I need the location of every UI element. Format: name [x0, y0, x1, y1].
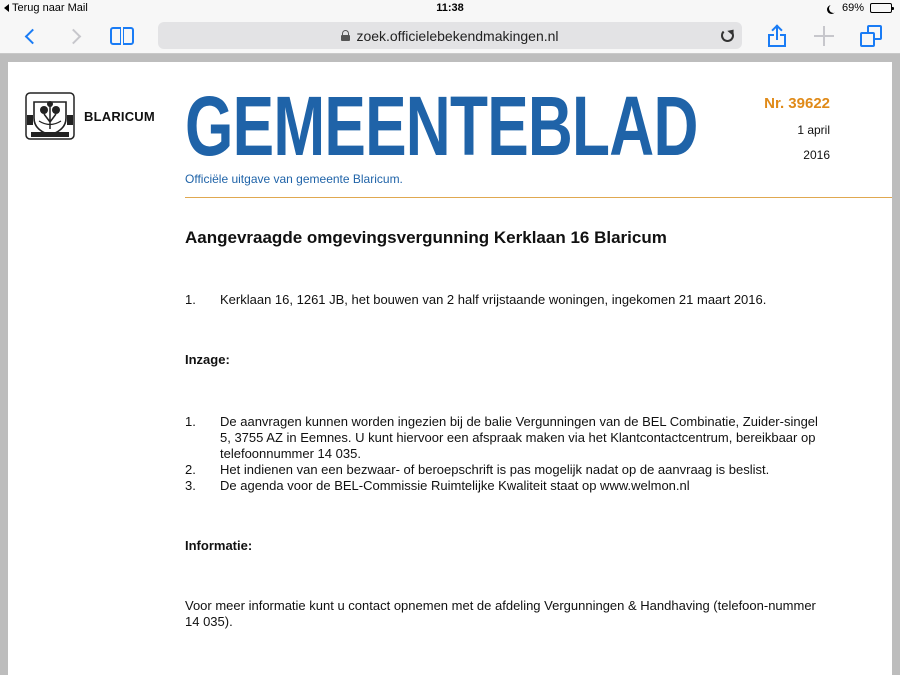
share-icon	[768, 25, 786, 47]
publication-number: Nr. 39622	[764, 95, 830, 112]
inzage-heading: Inzage:	[185, 352, 230, 367]
lock-icon	[341, 30, 350, 41]
masthead-subtitle: Officiële uitgave van gemeente Blaricum.	[185, 172, 403, 186]
new-tab-button[interactable]	[810, 22, 838, 50]
back-button[interactable]	[16, 22, 44, 50]
informatie-heading: Informatie:	[185, 538, 253, 553]
browser-toolbar	[0, 18, 900, 54]
coat-of-arms-icon	[25, 92, 75, 140]
address-bar[interactable]	[158, 22, 742, 49]
list-item: 1. Kerklaan 16, 1261 JB, het bouwen van 2 half vrijstaande woningen, ingekomen 21 maart 2016.	[185, 292, 767, 307]
informatie-text: Voor meer informatie kunt u contact opnemen met de afdeling Vergunningen & Handhaving (telefoon-nummer 14 035).	[185, 598, 816, 629]
list-item: 1. De aanvragen kunnen worden ingezien bij de balie Vergunningen van de BEL Combinatie, Zuider-singel 5, 3755 AZ in Eemnes. U kunt hiervoor een afspraak maken via het Klantcontactcentrum, bereikbaar op telefoonnummer 14 035.	[185, 414, 818, 461]
battery-icon	[870, 3, 892, 13]
tabs-button[interactable]	[857, 22, 885, 50]
url-text: zoek.officielebekendmakingen.nl	[356, 27, 559, 44]
battery-percent: 69%	[841, 2, 864, 14]
masthead-title: GEMEENTEBLAD	[185, 79, 698, 173]
do-not-disturb-icon	[829, 4, 838, 13]
inzage-list	[185, 414, 830, 494]
forward-icon	[66, 28, 82, 44]
header-divider	[185, 197, 892, 198]
tabs-icon	[860, 25, 882, 47]
new-tab-icon	[814, 26, 834, 46]
web-page	[8, 62, 892, 675]
municipality-name: BLARICUM	[84, 108, 155, 124]
list-item: 3. De agenda voor de BEL-Commissie Ruimtelijke Kwaliteit staat op www.welmon.nl	[185, 478, 690, 493]
applications-list	[185, 292, 830, 308]
bookmarks-icon	[110, 27, 134, 45]
status-bar	[0, 0, 900, 18]
forward-button[interactable]	[62, 22, 90, 50]
clock: 11:38	[436, 2, 464, 14]
municipality-logo	[25, 92, 155, 140]
list-item: 2. Het indienen van een bezwaar- of beroepschrift is pas mogelijk nadat op de aanvraag is beslist.	[185, 462, 770, 477]
bookmarks-button[interactable]	[108, 22, 136, 50]
back-to-mail-label: Terug naar Mail	[12, 2, 88, 14]
document-title: Aangevraagde omgevingsvergunning Kerklaan 16 Blaricum	[185, 228, 667, 247]
status-indicators	[827, 2, 892, 14]
reload-icon[interactable]	[721, 29, 734, 42]
publication-year: 2016	[803, 148, 830, 162]
publication-date: 1 april	[797, 123, 830, 137]
back-icon	[25, 28, 41, 44]
share-button[interactable]	[763, 22, 791, 50]
